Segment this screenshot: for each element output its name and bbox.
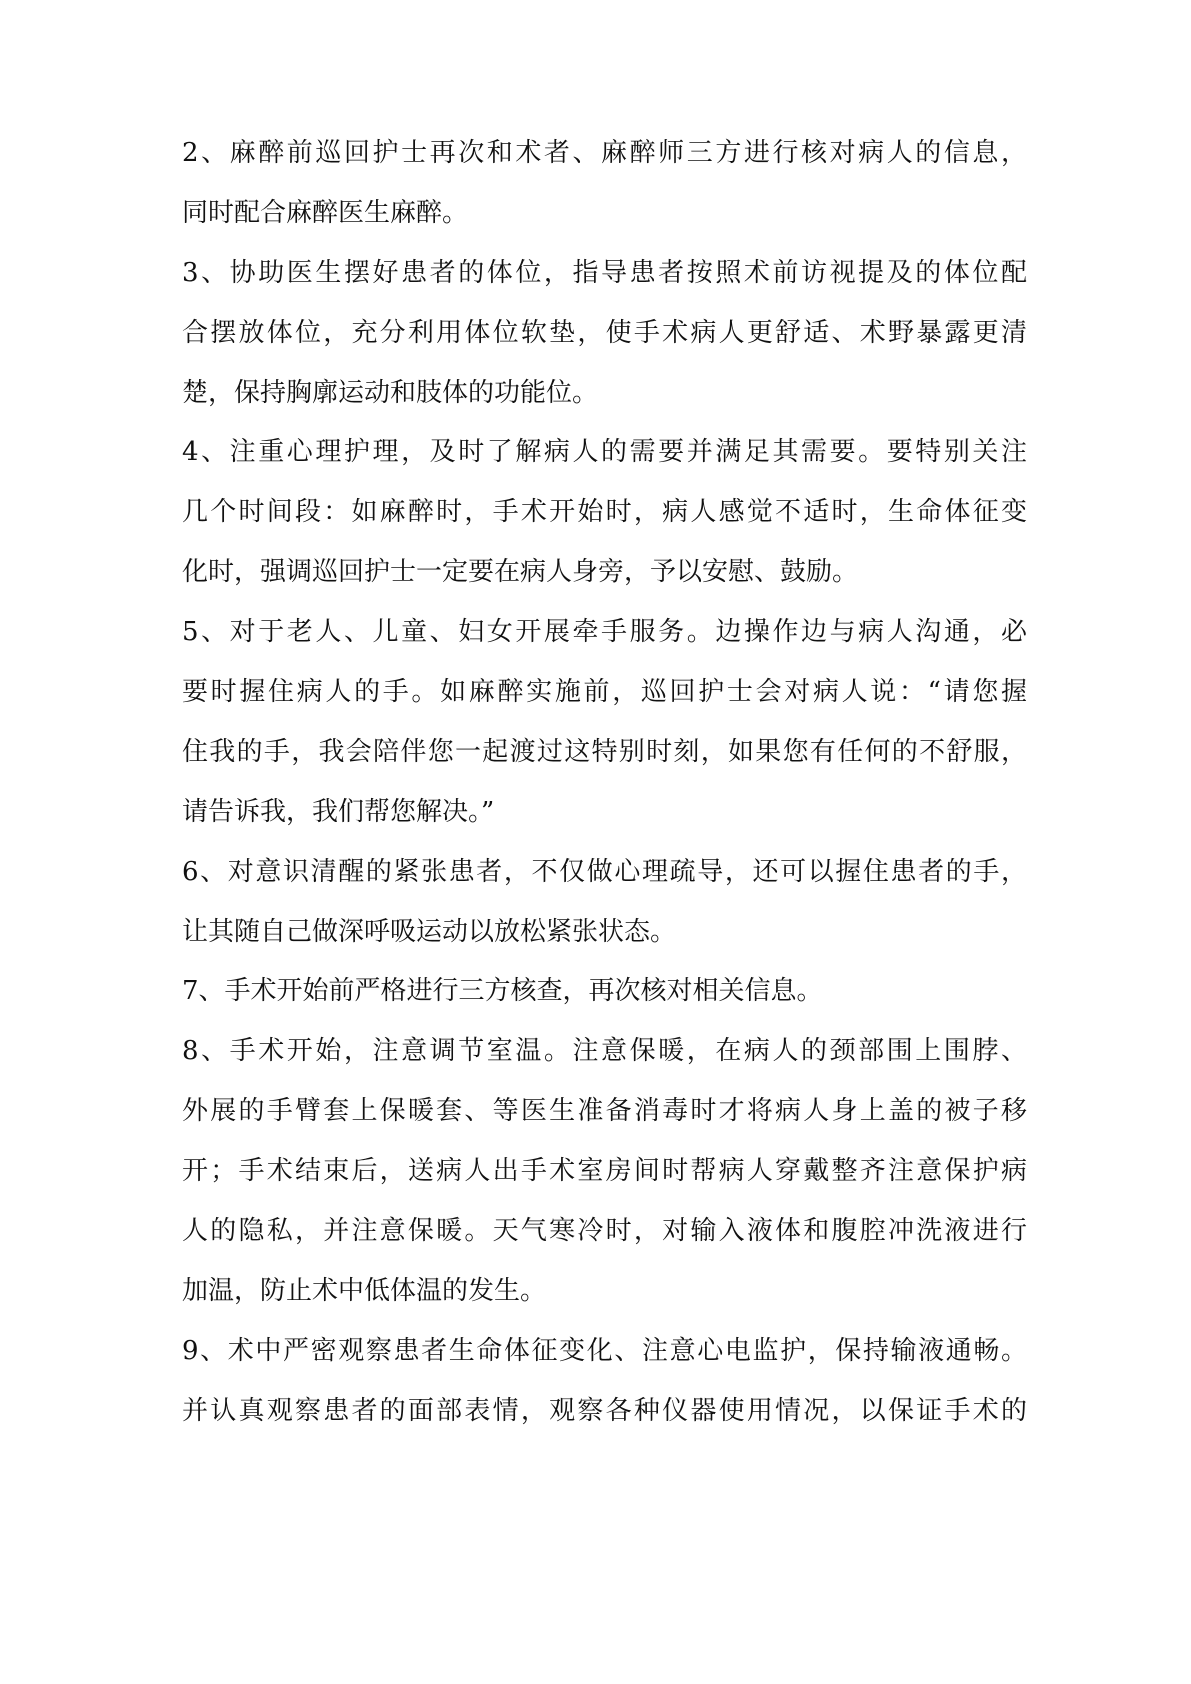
text-line: 7、手术开始前严格进行三方核查，再次核对相关信息。	[182, 976, 823, 1007]
paragraph-3	[182, 244, 1027, 424]
paragraph-4	[182, 423, 1027, 603]
text-line: 3、协助医生摆好患者的体位，指导患者按照术前访视提及的体位配	[182, 257, 1027, 288]
text-line: 人的隐私，并注意保暖。天气寒冷时，对输入液体和腹腔冲洗液进行	[182, 1216, 1027, 1247]
document-body	[182, 124, 1027, 1442]
text-line: 同时配合麻醉医生麻醉。	[182, 197, 469, 228]
text-line: 8、手术开始，注意调节室温。注意保暖，在病人的颈部围上围脖、	[182, 1036, 1027, 1067]
text-line: 4、注重心理护理，及时了解病人的需要并满足其需要。要特别关注	[182, 437, 1027, 468]
text-line: 6、对意识清醒的紧张患者，不仅做心理疏导，还可以握住患者的手，	[182, 856, 1027, 887]
paragraph-2	[182, 124, 1027, 244]
paragraph-7	[182, 962, 1027, 1022]
text-line: 并认真观察患者的面部表情，观察各种仪器使用情况，以保证手术的	[182, 1395, 1027, 1426]
text-line: 5、对于老人、儿童、妇女开展牵手服务。边操作边与病人沟通，必	[182, 617, 1027, 648]
paragraph-8	[182, 1022, 1027, 1321]
paragraph-6	[182, 843, 1027, 963]
text-line: 楚，保持胸廓运动和肢体的功能位。	[182, 377, 599, 408]
text-line: 加温，防止术中低体温的发生。	[182, 1275, 547, 1306]
text-line: 合摆放体位，充分利用体位软垫，使手术病人更舒适、术野暴露更清	[182, 317, 1027, 348]
text-line: 要时握住病人的手。如麻醉实施前，巡回护士会对病人说：“请您握	[182, 677, 1027, 708]
text-line: 请告诉我，我们帮您解决。”	[182, 796, 495, 827]
text-line: 化时，强调巡回护士一定要在病人身旁，予以安慰、鼓励。	[182, 557, 859, 588]
text-line: 外展的手臂套上保暖套、等医生准备消毒时才将病人身上盖的被子移	[182, 1096, 1027, 1127]
text-line: 2、麻醉前巡回护士再次和术者、麻醉师三方进行核对病人的信息，	[182, 138, 1027, 168]
text-line: 住我的手，我会陪伴您一起渡过这特别时刻，如果您有任何的不舒服，	[182, 736, 1027, 767]
paragraph-5	[182, 603, 1027, 843]
text-line: 9、术中严密观察患者生命体征变化、注意心电监护，保持输液通畅。	[182, 1335, 1027, 1366]
text-line: 让其随自己做深呼吸运动以放松紧张状态。	[182, 916, 677, 947]
text-line: 几个时间段：如麻醉时，手术开始时，病人感觉不适时，生命体征变	[182, 497, 1027, 528]
paragraph-9	[182, 1322, 1027, 1442]
text-line: 开；手术结束后，送病人出手术室房间时帮病人穿戴整齐注意保护病	[182, 1156, 1027, 1187]
